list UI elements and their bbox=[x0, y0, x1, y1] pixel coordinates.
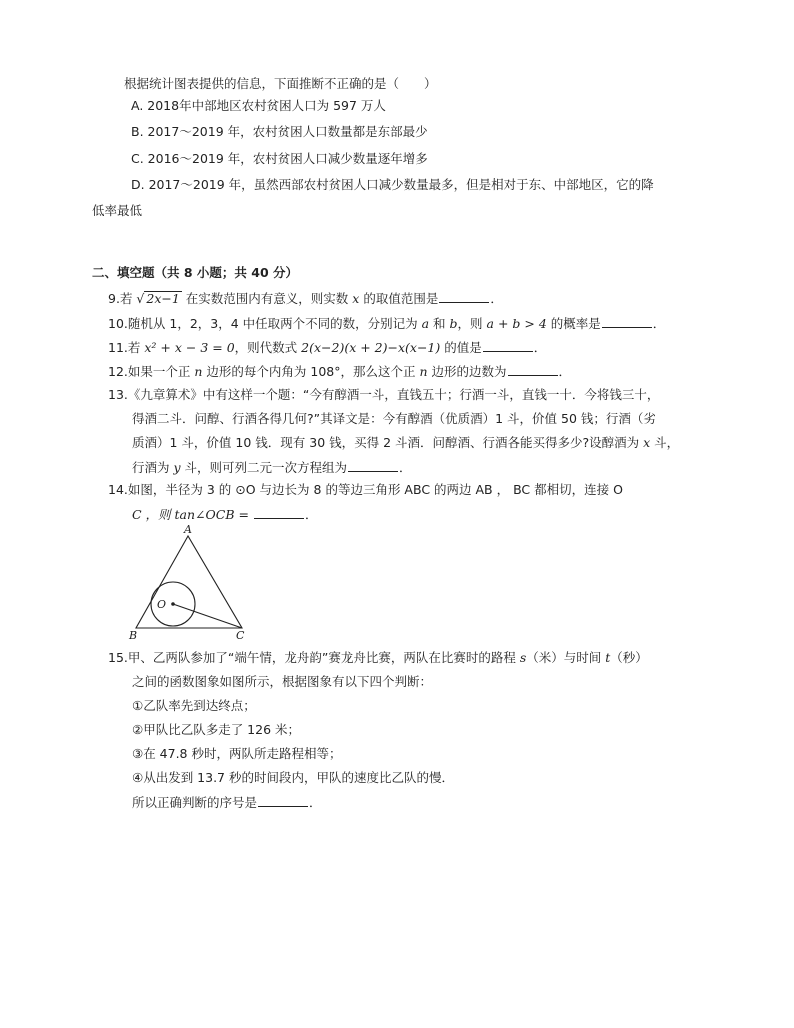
q15-last-line bbox=[132, 794, 322, 811]
triangle-abc bbox=[136, 536, 242, 628]
q11-number: 11. bbox=[108, 340, 128, 355]
q13-text-4a: 行酒为 bbox=[132, 460, 174, 475]
section-title: 二、填空题（共 8 小题；共 40 分） bbox=[92, 265, 299, 280]
q10-number: 10. bbox=[108, 316, 128, 331]
triangle-circle-figure bbox=[124, 524, 254, 646]
question-13-line-4 bbox=[132, 459, 412, 476]
q15-judgement-3: ③在 47.8 秒时，两队所走路程相等； bbox=[132, 746, 342, 761]
q12-answer-blank[interactable] bbox=[508, 363, 558, 376]
q12-pre: 如果一个正 bbox=[127, 364, 195, 379]
q14-text-2a: C ，则 bbox=[132, 507, 175, 522]
q9-post2: 的取值范围是 bbox=[359, 291, 439, 306]
q12-n2: n bbox=[419, 364, 428, 379]
question-15-line-1 bbox=[108, 650, 648, 666]
q14-answer-blank[interactable] bbox=[254, 506, 304, 519]
q15-text-1a: 甲、乙两队参加了“端午情，龙舟韵”赛龙舟比赛，两队在比赛时的路程 bbox=[127, 650, 520, 665]
q14-period: ． bbox=[304, 507, 318, 522]
center-point-o bbox=[171, 602, 175, 606]
q15-s: s bbox=[519, 650, 527, 665]
label-b: B bbox=[129, 629, 138, 642]
q11-pre: 若 bbox=[127, 340, 145, 355]
question-11 bbox=[108, 339, 546, 356]
question-10 bbox=[108, 315, 665, 332]
q11-post: 的值是 bbox=[440, 340, 482, 355]
q14-number: 14. bbox=[108, 482, 128, 497]
q11-period: ． bbox=[533, 340, 547, 355]
q12-n1: n bbox=[194, 364, 203, 379]
q14-expr: tan∠OCB = bbox=[174, 507, 253, 522]
q10-mid: ，则 bbox=[457, 316, 487, 331]
q13-text-3: 质酒）1 斗，价值 10 钱．现有 30 钱，买得 2 斗酒．问醇酒、行酒各能买得多少?设醇酒为 bbox=[132, 435, 644, 450]
q12-post: 边形的边数为 bbox=[427, 364, 507, 379]
question-13-line-1 bbox=[108, 387, 659, 403]
question-12 bbox=[108, 363, 571, 380]
q9-pre: 若 bbox=[119, 291, 137, 306]
q15-text-1b: （米）与时间 bbox=[526, 650, 606, 665]
q15-judgement-1: ①乙队率先到达终点； bbox=[132, 698, 256, 713]
q13-period: ． bbox=[399, 460, 412, 475]
option-b: B. 2017～2019 年，农村贫困人口数量都是东部最少 bbox=[131, 124, 428, 139]
q12-number: 12. bbox=[108, 364, 128, 379]
label-a: A bbox=[184, 524, 192, 536]
q10-pre: 随机从 1，2，3，4 中任取两个不同的数，分别记为 bbox=[127, 316, 422, 331]
q15-answer-blank[interactable] bbox=[258, 794, 308, 807]
question-15-line-2: 之间的函数图象如图所示，根据图象有以下四个判断： bbox=[132, 674, 433, 689]
q10-answer-blank[interactable] bbox=[602, 315, 652, 328]
q13-answer-blank[interactable] bbox=[348, 459, 398, 472]
option-d: D. 2017～2019 年，虽然西部农村贫困人口减少数量最多，但是相对于东、中部地区，它的降 bbox=[131, 177, 654, 192]
q11-expr: 2(x−2)(x + 2)−x(x−1) bbox=[301, 340, 441, 355]
q9-radicand: 2x−1 bbox=[146, 291, 180, 306]
q9-period: ． bbox=[490, 291, 503, 306]
q15-period: ． bbox=[309, 795, 322, 810]
q11-answer-blank[interactable] bbox=[483, 339, 533, 352]
q13-text-4b: 斗，则可列二元一次方程组为 bbox=[180, 460, 348, 475]
question-9 bbox=[108, 290, 503, 307]
label-c: C bbox=[236, 629, 245, 642]
q11-mid: ，则代数式 bbox=[234, 340, 302, 355]
q13-y: y bbox=[173, 460, 181, 475]
q13-number: 13. bbox=[108, 387, 128, 402]
label-o: O bbox=[157, 598, 167, 611]
q10-period: ． bbox=[652, 316, 666, 331]
q13-text-3b: 斗， bbox=[650, 435, 680, 450]
q15-judgement-2: ②甲队比乙队多走了 126 米； bbox=[132, 722, 301, 737]
q15-number: 15. bbox=[108, 650, 128, 665]
question-13-line-2: 得酒二斗．问醇、行酒各得几何?”其译文是：今有醇酒（优质酒）1 斗，价值 50 钱；行酒（劣 bbox=[132, 411, 656, 426]
q10-and: 和 bbox=[429, 316, 450, 331]
sqrt-symbol: √ bbox=[136, 291, 145, 306]
q13-x: x bbox=[643, 435, 651, 450]
option-c: C. 2016～2019 年，农村贫困人口减少数量逐年增多 bbox=[131, 151, 428, 166]
q10-a: a bbox=[421, 316, 430, 331]
question-14-line-1 bbox=[108, 482, 623, 498]
option-a: A. 2018年中部地区农村贫困人口为 597 万人 bbox=[131, 98, 386, 113]
question-13-line-3 bbox=[132, 435, 679, 451]
q14-text-1: 如图，半径为 3 的 ⊙O 与边长为 8 的等边三角形 ABC 的两边 AB ， BC 都相切，连接 O bbox=[127, 482, 623, 497]
option-d-continued: 低率最低 bbox=[92, 203, 143, 218]
q15-last-text: 所以正确判断的序号是 bbox=[132, 795, 258, 810]
question-14-line-2 bbox=[132, 506, 317, 523]
q10-post: 的概率是 bbox=[546, 316, 601, 331]
q9-number: 9. bbox=[108, 291, 120, 306]
q12-mid: 边形的每个内角为 108°，那么这个正 bbox=[202, 364, 420, 379]
q9-answer-blank[interactable] bbox=[439, 290, 489, 303]
q10-b: b bbox=[449, 316, 458, 331]
q10-expr: a + b > 4 bbox=[486, 316, 547, 331]
q9-var: x bbox=[352, 291, 360, 306]
q15-judgement-4: ④从出发到 13.7 秒的时间段内，甲队的速度比乙队的慢． bbox=[132, 770, 454, 785]
q12-period: ． bbox=[558, 364, 572, 379]
intro-stem: 根据统计图表提供的信息，下面推断不正确的是（ ） bbox=[124, 76, 437, 91]
q13-text-1: 《九章算术》中有这样一个题：“今有醇酒一斗，直钱五十；行酒一斗，直钱一十．今将钱三十， bbox=[127, 387, 660, 402]
q15-text-1c: （秒） bbox=[610, 650, 648, 665]
segment-oc bbox=[173, 604, 242, 628]
q9-post: 在实数范围内有意义，则实数 bbox=[181, 291, 353, 306]
q15-t: t bbox=[605, 650, 611, 665]
q11-eq: x² + x − 3 = 0 bbox=[144, 340, 235, 355]
